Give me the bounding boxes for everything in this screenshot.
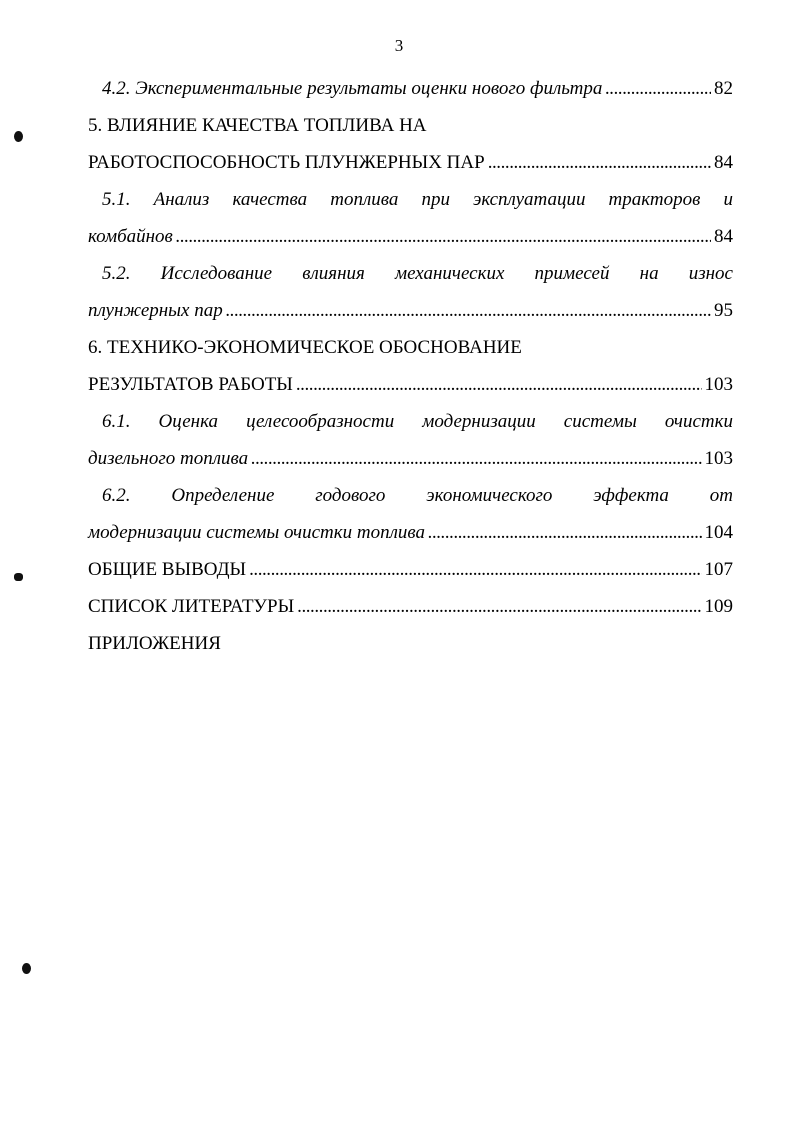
scan-spot-mark xyxy=(14,131,23,142)
toc-entry-title: плунжерных пар xyxy=(88,300,223,321)
toc-entry-6-1 xyxy=(88,440,733,477)
toc-entry-6-2-title: 6.2. Определение годового экономического эффекта от xyxy=(102,485,733,506)
toc-entry-title: СПИСОК ЛИТЕРАТУРЫ xyxy=(88,596,295,617)
toc-page-number: 103 xyxy=(704,448,733,469)
toc-section-5-title: 5. ВЛИЯНИЕ КАЧЕСТВА ТОПЛИВА НА xyxy=(88,115,427,136)
dot-leader xyxy=(251,440,701,477)
toc-entry-6-1-title: 6.1. Оценка целесообразности модернизации системы очистки xyxy=(102,411,733,432)
dot-leader xyxy=(605,70,711,107)
toc-conclusions xyxy=(88,551,733,588)
toc-page-number: 104 xyxy=(704,522,733,543)
dot-leader xyxy=(488,144,711,181)
toc-entry-5-1 xyxy=(88,218,733,255)
toc-page-number: 107 xyxy=(704,559,733,580)
toc-page-number: 82 xyxy=(714,78,733,99)
toc-section-6 xyxy=(88,366,733,403)
toc-section-5 xyxy=(88,144,733,181)
toc-entry-5-2-title: 5.2. Исследование влияния механических примесей на износ xyxy=(102,263,733,284)
toc-entry-title: РЕЗУЛЬТАТОВ РАБОТЫ xyxy=(88,374,293,395)
table-of-contents xyxy=(88,70,733,662)
toc-page-number: 109 xyxy=(704,596,733,617)
toc-entry-6-2 xyxy=(88,514,733,551)
dot-leader xyxy=(249,551,701,588)
toc-entry-title: РАБОТОСПОСОБНОСТЬ ПЛУНЖЕРНЫХ ПАР xyxy=(88,152,485,173)
toc-entry-title: комбайнов xyxy=(88,226,173,247)
dot-leader xyxy=(226,292,711,329)
toc-entry-5-2 xyxy=(88,292,733,329)
toc-page-number: 95 xyxy=(714,300,733,321)
dot-leader xyxy=(296,366,702,403)
scan-spot-mark xyxy=(14,573,23,581)
toc-entry-5-1-title: 5.1. Анализ качества топлива при эксплуатации тракторов и xyxy=(102,189,733,210)
dot-leader xyxy=(297,588,701,625)
page-number: 3 xyxy=(394,36,404,55)
toc-entry-title: модернизации системы очистки топлива xyxy=(88,522,426,543)
scan-spot-mark xyxy=(22,963,31,974)
toc-page-number: 84 xyxy=(714,226,733,247)
toc-section-6-title: 6. ТЕХНИКО-ЭКОНОМИЧЕСКОЕ ОБОСНОВАНИЕ xyxy=(88,337,522,358)
toc-entry-4-2 xyxy=(88,70,733,107)
toc-page-number: 103 xyxy=(704,374,733,395)
dot-leader xyxy=(176,218,711,255)
dot-leader xyxy=(428,514,701,551)
toc-entry-title: ОБЩИЕ ВЫВОДЫ xyxy=(88,559,247,580)
toc-references xyxy=(88,588,733,625)
toc-page-number: 84 xyxy=(714,152,733,173)
toc-entry-title: дизельного топлива xyxy=(88,448,249,469)
toc-entry-title: 4.2. Экспериментальные результаты оценки нового фильтра xyxy=(102,78,603,99)
toc-appendices: ПРИЛОЖЕНИЯ xyxy=(88,633,221,654)
